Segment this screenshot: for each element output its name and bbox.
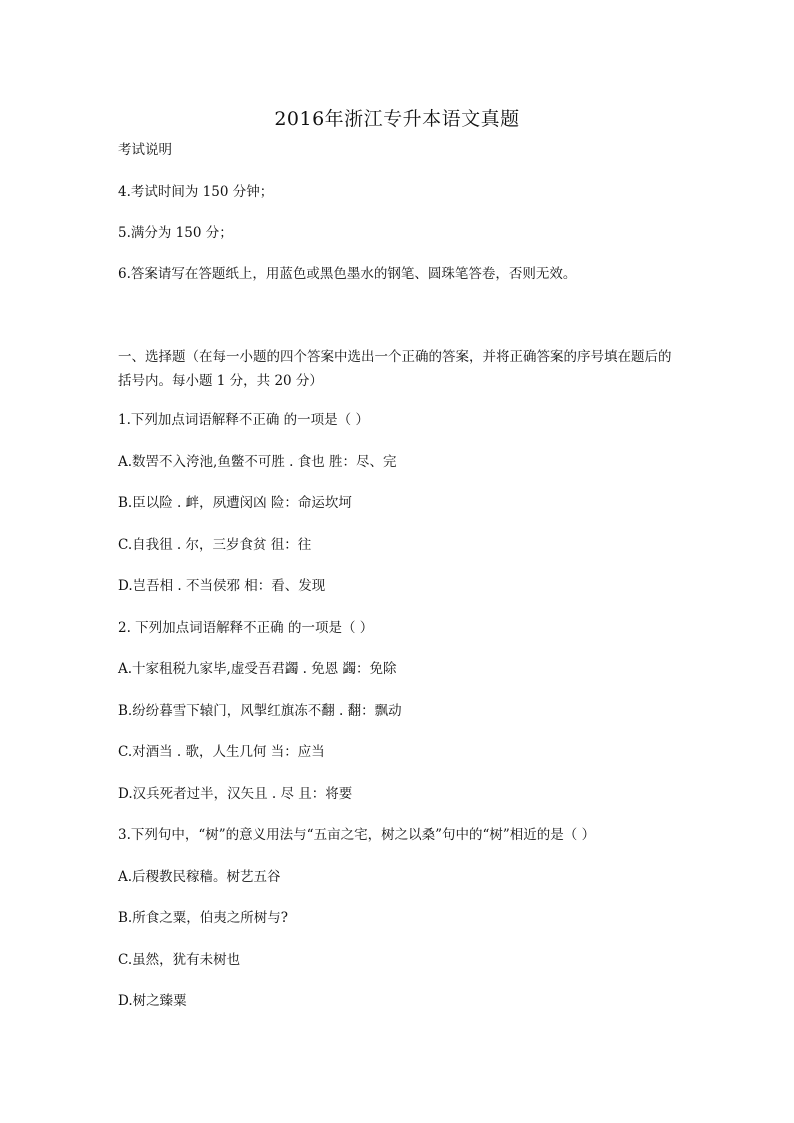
question-stem: 2. 下列加点词语解释不正确 的一项是（ ） [118,620,374,636]
question-option: A.十家租税九家毕,虚受吾君蠲 . 免恩 蠲：免除 [118,661,397,677]
question-option: D.树之臻粟 [118,993,187,1009]
instruction-item: 6.答案请写在答题纸上，用蓝色或黑色墨水的钢笔、圆珠笔答卷，否则无效。 [118,266,577,282]
instruction-item: 5.满分为 150 分； [118,225,233,241]
question-option: A.后稷教民稼穑。树艺五谷 [118,869,281,885]
instruction-item: 4.考试时间为 150 分钟； [118,184,274,200]
document-title: 2016年浙江专升本语文真题 [274,108,520,130]
question-option: C.虽然，犹有未树也 [118,952,241,968]
instructions-heading: 考试说明 [118,142,172,158]
question-option: D.汉兵死者过半，汉矢且 . 尽 且：将要 [118,786,353,802]
question-option: D.岂吾相 . 不当侯邪 相：看、发现 [118,578,326,594]
section-intro: 一、选择题（在每一小题的四个答案中选出一个正确的答案，并将正确答案的序号填在题后的括号内。每小题 1 分，共 20 分） [118,349,672,389]
question-option: B.所食之粟，伯夷之所树与? [118,910,288,926]
question-stem: 1.下列加点词语解释不正确 的一项是（ ） [118,412,369,428]
question-stem: 3.下列句中，“树”的意义用法与“五亩之宅，树之以桑”句中的“树”相近的是（ ） [118,827,596,843]
question-option: C.自我徂 . 尔，三岁食贫 徂：往 [118,537,312,553]
question-option: A.数罟不入洿池,鱼鳖不可胜 . 食也 胜：尽、完 [118,454,397,470]
question-option: B.臣以险 . 衅，夙遭闵凶 险：命运坎坷 [118,495,352,511]
question-option: C.对酒当 . 歌，人生几何 当：应当 [118,744,325,760]
question-option: B.纷纷暮雪下辕门，风掣红旗冻不翻 . 翻：飘动 [118,703,402,719]
